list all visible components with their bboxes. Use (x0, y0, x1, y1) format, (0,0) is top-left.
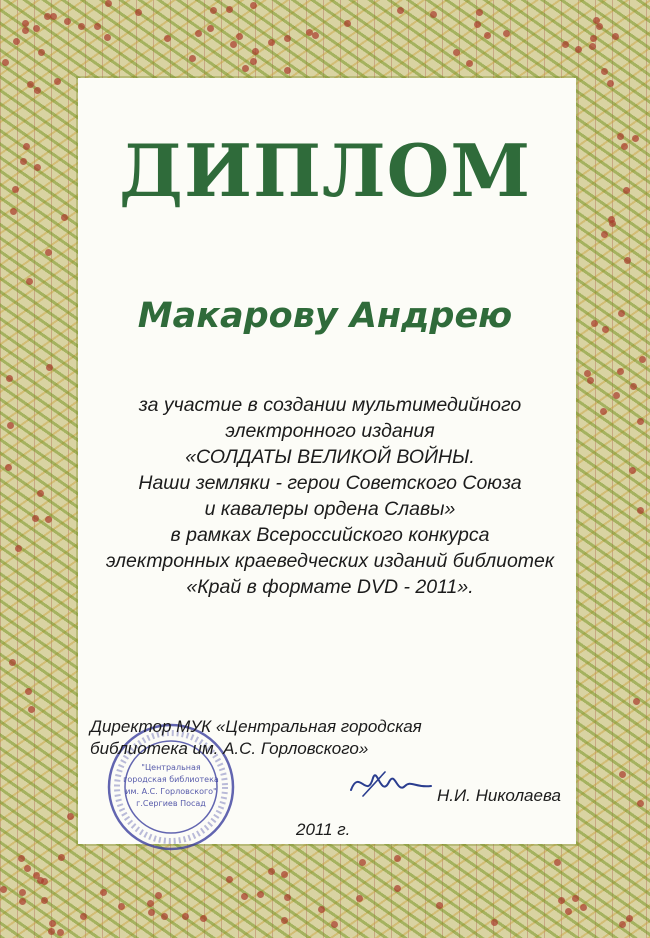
berry-ornament (148, 909, 155, 916)
berry-ornament (491, 919, 498, 926)
berry-ornament (587, 377, 594, 384)
berry-ornament (182, 913, 189, 920)
award-text (70, 392, 590, 600)
berry-ornament (453, 49, 460, 56)
berry-ornament (630, 383, 637, 390)
berry-ornament (252, 48, 259, 55)
berry-ornament (600, 408, 607, 415)
berry-ornament (601, 231, 608, 238)
berry-ornament (466, 60, 473, 67)
berry-ornament (38, 49, 45, 56)
berry-ornament (397, 7, 404, 14)
berry-ornament (617, 368, 624, 375)
berry-ornament (565, 908, 572, 915)
issue-year: 2011 г. (296, 820, 351, 839)
berry-ornament (33, 25, 40, 32)
berry-ornament (312, 32, 319, 39)
berry-ornament (281, 917, 288, 924)
berry-ornament (637, 507, 644, 514)
berry-ornament (476, 9, 483, 16)
berry-ornament (226, 6, 233, 13)
award-line: «СОЛДАТЫ ВЕЛИКОЙ ВОЙНЫ. (185, 446, 475, 468)
berry-ornament (601, 68, 608, 75)
berry-ornament (474, 21, 481, 28)
berry-ornament (242, 65, 249, 72)
berry-ornament (236, 33, 243, 40)
berry-ornament (268, 39, 275, 46)
berry-ornament (34, 87, 41, 94)
berry-ornament (609, 220, 616, 227)
berry-ornament (118, 903, 125, 910)
berry-ornament (100, 889, 107, 896)
berry-ornament (26, 278, 33, 285)
stamp-line: г.Сергиев Посад (136, 799, 206, 808)
berry-ornament (5, 464, 12, 471)
berry-ornament (639, 356, 646, 363)
stamp-line: городская библиотека (123, 775, 219, 784)
berry-ornament (250, 2, 257, 9)
berry-ornament (554, 859, 561, 866)
berry-ornament (624, 257, 631, 264)
award-line: в рамках Всероссийского конкурса (170, 524, 490, 546)
berry-ornament (28, 706, 35, 713)
award-line: «Край в формате DVD - 2011». (186, 576, 474, 598)
berry-ornament (32, 515, 39, 522)
berry-ornament (436, 902, 443, 909)
berry-ornament (64, 18, 71, 25)
berry-ornament (612, 33, 619, 40)
berry-ornament (0, 886, 7, 893)
berry-ornament (46, 364, 53, 371)
berry-ornament (24, 865, 31, 872)
berry-ornament (58, 854, 65, 861)
signer-name: Н.И. Николаева (437, 786, 561, 805)
recipient-name: Макарову Андрею (137, 296, 513, 336)
berry-ornament (61, 214, 68, 221)
stamp-line: им. А.С. Горловского" (125, 787, 217, 796)
berry-ornament (250, 58, 257, 65)
berry-ornament (37, 877, 44, 884)
award-line: за участие в создании мультимедийного (138, 394, 522, 416)
berry-ornament (626, 915, 633, 922)
berry-ornament (394, 885, 401, 892)
berry-ornament (45, 249, 52, 256)
berry-ornament (45, 516, 52, 523)
award-line: и кавалеры ордена Славы» (204, 498, 456, 520)
berry-ornament (613, 392, 620, 399)
berry-ornament (226, 876, 233, 883)
berry-ornament (584, 370, 591, 377)
diploma-title: ДИПЛОМ (118, 128, 532, 213)
berry-ornament (7, 422, 14, 429)
handwritten-signature (345, 760, 435, 810)
award-line: электронного издания (225, 420, 435, 442)
berry-ornament (394, 855, 401, 862)
berry-ornament (2, 59, 9, 66)
director-line: Директор МУК «Центральная городская (90, 717, 422, 736)
berry-ornament (344, 20, 351, 27)
berry-ornament (161, 913, 168, 920)
award-line: Наши земляки - герои Советского Союза (138, 472, 522, 494)
director-line: библиотека им. А.С. Горловского» (90, 739, 369, 758)
berry-ornament (284, 894, 291, 901)
director-title (90, 716, 510, 760)
berry-ornament (331, 921, 338, 928)
stamp-line: "Центральная (141, 763, 201, 772)
berry-ornament (19, 898, 26, 905)
berry-ornament (18, 855, 25, 862)
berry-ornament (50, 13, 57, 20)
award-line: электронных краеведческих изданий библиотек (105, 550, 555, 572)
berry-ornament (629, 467, 636, 474)
berry-ornament (27, 81, 34, 88)
berry-ornament (78, 23, 85, 30)
berry-ornament (484, 32, 491, 39)
berry-ornament (619, 921, 626, 928)
berry-ornament (54, 78, 61, 85)
